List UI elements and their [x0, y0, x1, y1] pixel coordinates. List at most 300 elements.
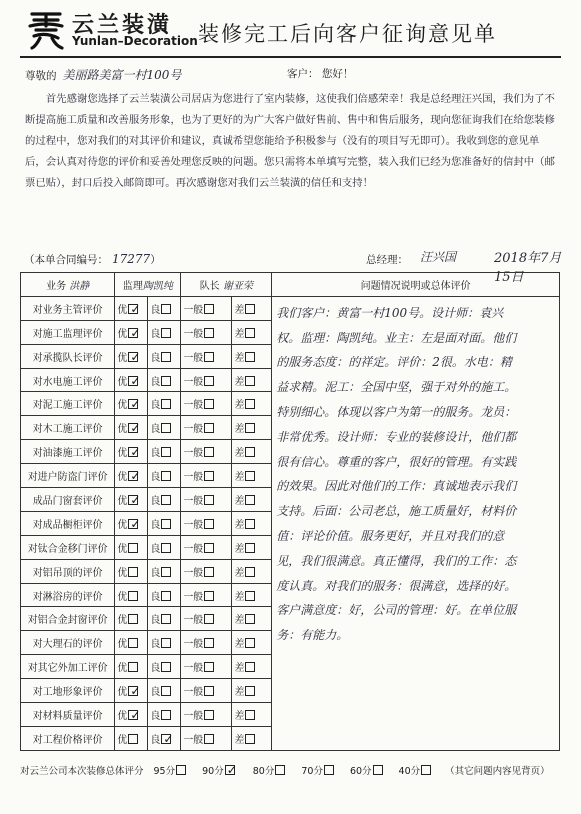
- rating-option-label: 优: [117, 734, 128, 746]
- checkbox-icon[interactable]: [161, 638, 171, 648]
- checkmark-icon: ✓: [130, 445, 141, 460]
- checkmark-icon: ✓: [130, 373, 141, 388]
- rating-option-label: 差: [234, 400, 245, 412]
- rating-option[interactable]: [115, 726, 148, 750]
- checkbox-icon[interactable]: [161, 686, 171, 696]
- rating-option[interactable]: [148, 679, 181, 703]
- rating-option-label: 优: [117, 400, 128, 412]
- rating-option[interactable]: [232, 416, 272, 440]
- checkbox-icon[interactable]: [161, 662, 171, 672]
- score-option[interactable]: [202, 763, 237, 777]
- checkbox-icon[interactable]: [128, 734, 138, 744]
- rating-option-label: 良: [150, 710, 161, 722]
- checkbox-icon[interactable]: [204, 423, 214, 433]
- checkbox-icon[interactable]: [204, 614, 214, 624]
- rating-option[interactable]: [232, 511, 272, 535]
- checkbox-icon[interactable]: [204, 376, 214, 386]
- checkbox-icon[interactable]: [161, 710, 171, 720]
- rating-option-label: 优: [117, 615, 128, 627]
- brand-name-en: Yunlan–Decoration: [72, 34, 198, 48]
- row-label: 对施工监理评价: [21, 320, 115, 344]
- checkbox-icon[interactable]: [245, 686, 255, 696]
- checkbox-icon[interactable]: [204, 710, 214, 720]
- rating-option[interactable]: [115, 535, 148, 559]
- checkbox-icon[interactable]: [128, 662, 138, 672]
- rating-option[interactable]: [115, 511, 148, 535]
- business-header-label: 业务: [46, 280, 67, 292]
- rating-option[interactable]: [232, 344, 272, 368]
- rating-option-label: 一般: [183, 734, 204, 746]
- rating-option[interactable]: [115, 416, 148, 440]
- checkbox-icon[interactable]: [161, 614, 171, 624]
- rating-option[interactable]: [181, 320, 232, 344]
- rating-option-label: 一般: [183, 376, 204, 388]
- rating-option[interactable]: [232, 488, 272, 512]
- rating-option[interactable]: [115, 559, 148, 583]
- total-score-row: [20, 763, 560, 777]
- rating-option-label: 差: [234, 687, 245, 699]
- checkbox-icon[interactable]: [245, 328, 255, 338]
- rating-option[interactable]: [115, 607, 148, 631]
- opinion-header: 问题情况说明或总体评价: [272, 273, 560, 297]
- rating-option-label: 良: [150, 615, 161, 627]
- rating-option-label: 一般: [183, 591, 204, 603]
- checkbox-icon[interactable]: [204, 519, 214, 529]
- rating-option-label: 优: [117, 543, 128, 555]
- score-option[interactable]: [350, 766, 383, 777]
- rating-option[interactable]: [232, 679, 272, 703]
- rating-option[interactable]: [115, 679, 148, 703]
- business-signature: 洪静: [69, 280, 90, 292]
- rating-option-label: 一般: [183, 639, 204, 651]
- rating-option[interactable]: [181, 392, 232, 416]
- checkbox-icon[interactable]: [161, 399, 171, 409]
- checkmark-icon: ✓: [130, 707, 141, 722]
- rating-option-label: 一般: [183, 400, 204, 412]
- checkbox-icon[interactable]: [204, 662, 214, 672]
- opinion-text: 我们客户：黄富一村100号。设计师：袁兴权。监理：陶凯纯。业主：左是面对面。他们的服务态度：的祥定。评价：2很。水电：精益求精。泥工：全国中坚，强于对外的施工。特别细心。体现以客户为第一的服务。龙员：非常优秀。设计师：专业的装修设计，他们都很有信心。尊重的客户，很好的管理。有实践的效果。因此对他们的工作：真诚地表示我们支持。后面：公司老总，施工质量好，材料价值：评论价值。服务更好，并且对我们的意见，我们很满意。真正懂得，我们的工作：态度认真。对我们的服务：很满意，选择的好。客户满意度：好，公司的管理：好。在单位服务：有能力。: [276, 305, 517, 643]
- rating-option[interactable]: [115, 655, 148, 679]
- rating-option[interactable]: [148, 464, 181, 488]
- checkbox-icon[interactable]: [204, 591, 214, 601]
- row-label: 对成品橱柜评价: [21, 511, 115, 535]
- row-label: 对工地形象评价: [21, 679, 115, 703]
- rating-option-label: 良: [150, 448, 161, 460]
- checkbox-icon[interactable]: [128, 567, 138, 577]
- checkmark-icon: ✓: [130, 516, 141, 531]
- rating-option[interactable]: [232, 440, 272, 464]
- manager-label: 总经理：: [366, 254, 408, 266]
- checkbox-icon[interactable]: [245, 710, 255, 720]
- rating-option-label: 差: [234, 352, 245, 364]
- checkbox-icon[interactable]: [373, 765, 383, 775]
- rating-option-label: 良: [150, 734, 161, 746]
- rating-option-label: 差: [234, 376, 245, 388]
- greeting-line: [25, 66, 565, 83]
- rating-option[interactable]: [115, 320, 148, 344]
- checkbox-icon[interactable]: [128, 614, 138, 624]
- rating-option-label: 差: [234, 663, 245, 675]
- rating-option[interactable]: [148, 583, 181, 607]
- rating-option-label: 一般: [183, 448, 204, 460]
- checkbox-icon[interactable]: [245, 376, 255, 386]
- rating-option-label: 良: [150, 567, 161, 579]
- rating-option[interactable]: [232, 392, 272, 416]
- rating-option-label: 优: [117, 639, 128, 651]
- checkbox-icon[interactable]: [275, 765, 285, 775]
- rating-option[interactable]: [148, 703, 181, 727]
- evaluation-row: [21, 296, 560, 320]
- rating-option-label: 差: [234, 734, 245, 746]
- rating-option-label: 优: [117, 376, 128, 388]
- row-label: 对承揽队长评价: [21, 344, 115, 368]
- rating-option-label: 差: [234, 591, 245, 603]
- rating-option[interactable]: [148, 392, 181, 416]
- checkbox-icon[interactable]: [204, 304, 214, 314]
- contract-number: 17277: [112, 252, 151, 266]
- checkbox-icon[interactable]: [204, 328, 214, 338]
- rating-option[interactable]: [181, 703, 232, 727]
- rating-option[interactable]: [148, 511, 181, 535]
- rating-option-label: 良: [150, 663, 161, 675]
- rating-option[interactable]: [181, 607, 232, 631]
- contract-number-group: （本单合同编号： 17277）: [24, 252, 161, 266]
- customer-label-group: [287, 66, 353, 81]
- manager-signature: 汪兴国: [420, 250, 457, 264]
- form-date: 2018年7月15日: [494, 251, 562, 285]
- rating-option[interactable]: [148, 344, 181, 368]
- checkbox-icon[interactable]: [245, 543, 255, 553]
- supervisor-signature: 陶凯纯: [142, 280, 173, 292]
- table-header-row: [21, 273, 560, 297]
- row-label: 对进户防盗门评价: [21, 464, 115, 488]
- checkbox-icon[interactable]: [245, 638, 255, 648]
- rating-option-label: 良: [150, 424, 161, 436]
- score-option[interactable]: [154, 766, 187, 777]
- checkbox-icon[interactable]: [245, 495, 255, 505]
- rating-option-label: 一般: [183, 615, 204, 627]
- row-label: 对淋浴房的评价: [21, 583, 115, 607]
- score-option-label: 90分: [202, 766, 224, 777]
- rating-option-label: 良: [150, 591, 161, 603]
- greeting-prefix: 尊敬的: [25, 70, 57, 82]
- checkmark-icon: ✓: [130, 492, 141, 507]
- rating-option[interactable]: [115, 440, 148, 464]
- rating-option-label: 良: [150, 472, 161, 484]
- checkbox-icon[interactable]: [245, 423, 255, 433]
- row-label: 对油漆施工评价: [21, 440, 115, 464]
- rating-option[interactable]: [148, 607, 181, 631]
- rating-option[interactable]: [148, 296, 181, 320]
- rating-option-label: 差: [234, 472, 245, 484]
- rating-option[interactable]: [181, 726, 232, 750]
- rating-option[interactable]: [181, 511, 232, 535]
- rating-option[interactable]: [148, 559, 181, 583]
- rating-option-label: 差: [234, 639, 245, 651]
- checkbox-icon[interactable]: [204, 352, 214, 362]
- rating-option-label: 优: [117, 472, 128, 484]
- rating-option[interactable]: [148, 368, 181, 392]
- rating-option-label: 一般: [183, 567, 204, 579]
- rating-option-label: 优: [117, 424, 128, 436]
- score-option[interactable]: [253, 766, 286, 777]
- rating-option-label: 良: [150, 400, 161, 412]
- row-label: 对大理石的评价: [21, 631, 115, 655]
- rating-option[interactable]: [181, 488, 232, 512]
- rating-option[interactable]: [148, 535, 181, 559]
- rating-option-label: 一般: [183, 687, 204, 699]
- rating-option[interactable]: [115, 464, 148, 488]
- rating-option[interactable]: [181, 679, 232, 703]
- row-label: 对木工施工评价: [21, 416, 115, 440]
- checkbox-icon[interactable]: [204, 495, 214, 505]
- rating-option[interactable]: [148, 320, 181, 344]
- checkmark-icon: ✓: [130, 684, 141, 699]
- business-header: [21, 273, 115, 297]
- checkbox-icon[interactable]: [161, 447, 171, 457]
- score-option[interactable]: [399, 766, 432, 777]
- rating-option-label: 良: [150, 687, 161, 699]
- rating-option[interactable]: [115, 344, 148, 368]
- rating-option-label: 差: [234, 424, 245, 436]
- rating-option-label: 一般: [183, 304, 204, 316]
- checkmark-icon: ✓: [130, 325, 141, 340]
- intro-paragraph: 首先感谢您选择了云兰装潢公司居店为您进行了室内装修，这使我们倍感荣幸！我是总经理汪兴国，我们为了不断提高施工质量和改善服务形象，也为了更好的为广大客户做好售前、售中和售后服务，现向您征询我们在给您装修的过程中，您对我们的对其评价和建议，真诚希望您能给予积极参与（没有的项目写无即可）。我收到您的意见单后，会认真对待您的评价和妥善处理您反映的问题。您只需将本单填写完整，装入我们已经为您准备好的信封中（邮票已贴），封口后投入邮筒即可。再次感谢您对我们云兰装潢的信任和支持！: [25, 93, 555, 189]
- rating-option[interactable]: [148, 655, 181, 679]
- rating-option[interactable]: [232, 535, 272, 559]
- brand-name-cn: 云兰装潢: [72, 13, 173, 38]
- rating-option-label: 差: [234, 710, 245, 722]
- rating-option[interactable]: [232, 368, 272, 392]
- rating-option-label: 优: [117, 495, 128, 507]
- checkbox-icon[interactable]: [245, 304, 255, 314]
- rating-option[interactable]: [115, 392, 148, 416]
- checkmark-icon: ✓: [163, 731, 174, 746]
- rating-option-label: 一般: [183, 663, 204, 675]
- rating-option-label: 优: [117, 567, 128, 579]
- score-option-label: 40分: [398, 766, 421, 777]
- rating-option[interactable]: [115, 703, 148, 727]
- checkmark-icon: ✓: [226, 763, 237, 777]
- checkbox-icon[interactable]: [161, 352, 171, 362]
- rating-option[interactable]: [148, 726, 181, 750]
- rating-option-label: 差: [234, 328, 245, 340]
- row-label: 对钛合金移门评价: [21, 535, 115, 559]
- rating-option[interactable]: [181, 535, 232, 559]
- rating-option-label: 差: [234, 543, 245, 555]
- row-label: 对材料质量评价: [21, 703, 115, 727]
- rating-option[interactable]: [148, 440, 181, 464]
- rating-option[interactable]: [181, 416, 232, 440]
- rating-option-label: 差: [234, 519, 245, 531]
- rating-option[interactable]: [232, 296, 272, 320]
- row-label: 对水电施工评价: [21, 368, 115, 392]
- rating-option[interactable]: [148, 416, 181, 440]
- checkbox-icon[interactable]: [161, 304, 171, 314]
- rating-option-label: 差: [234, 567, 245, 579]
- checkbox-icon[interactable]: [245, 471, 255, 481]
- checkbox-icon[interactable]: [245, 614, 255, 624]
- checkbox-icon[interactable]: [176, 765, 186, 775]
- row-label: 对其它外加工评价: [21, 655, 115, 679]
- checkbox-icon[interactable]: [204, 543, 214, 553]
- checkbox-icon[interactable]: [128, 638, 138, 648]
- row-label: 对业务主管评价: [21, 296, 115, 320]
- rating-option[interactable]: [181, 631, 232, 655]
- yunlan-logo-icon: [26, 8, 66, 50]
- rating-option[interactable]: [181, 583, 232, 607]
- rating-option-label: 优: [117, 519, 128, 531]
- rating-option-label: 优: [117, 591, 128, 603]
- checkbox-icon[interactable]: [245, 567, 255, 577]
- contract-label: （本单合同编号：: [24, 254, 108, 266]
- checkmark-icon: ✓: [130, 469, 141, 484]
- score-option[interactable]: [301, 766, 334, 777]
- score-option-label: 80分: [252, 766, 275, 777]
- rating-option[interactable]: [115, 583, 148, 607]
- checkbox-icon[interactable]: [161, 591, 171, 601]
- supervisor-header-label: 监理: [122, 280, 143, 292]
- greeting-hello: 您好！: [321, 68, 354, 80]
- checkbox-icon[interactable]: [161, 328, 171, 338]
- rating-option-label: 良: [150, 495, 161, 507]
- checkbox-icon[interactable]: [204, 686, 214, 696]
- rating-option[interactable]: [232, 703, 272, 727]
- checkbox-icon[interactable]: [245, 662, 255, 672]
- header-divider: [20, 56, 561, 58]
- checkbox-icon[interactable]: [421, 765, 431, 775]
- rating-option-label: 差: [234, 304, 245, 316]
- rating-option[interactable]: [181, 559, 232, 583]
- rating-option[interactable]: [148, 631, 181, 655]
- checkbox-icon[interactable]: [161, 495, 171, 505]
- checkbox-icon[interactable]: [128, 543, 138, 553]
- rating-option[interactable]: [232, 631, 272, 655]
- rating-option-label: 优: [117, 448, 128, 460]
- rating-option[interactable]: [232, 464, 272, 488]
- checkbox-icon[interactable]: [128, 591, 138, 601]
- backpage-note: （其它问题内容见背页）: [445, 766, 550, 777]
- rating-option-label: 优: [117, 710, 128, 722]
- rating-option-label: 优: [117, 304, 128, 316]
- score-option-label: 70分: [301, 766, 323, 777]
- rating-option[interactable]: [181, 344, 232, 368]
- rating-option-label: 良: [150, 376, 161, 388]
- rating-option-label: 一般: [183, 328, 204, 340]
- rating-option-label: 良: [150, 639, 161, 651]
- rating-option-label: 优: [117, 663, 128, 675]
- checkbox-icon[interactable]: [204, 734, 214, 744]
- checkbox-icon[interactable]: [161, 423, 171, 433]
- rating-option-label: 差: [234, 495, 245, 507]
- row-label: 对铝吊顶的评价: [21, 559, 115, 583]
- rating-option-label: 优: [117, 328, 128, 340]
- leader-signature: 谢亚荣: [222, 280, 253, 292]
- intro-letter: [25, 89, 557, 194]
- rating-option[interactable]: [181, 655, 232, 679]
- rating-option-label: 一般: [183, 543, 204, 555]
- row-label: 成品门窗套评价: [21, 488, 115, 512]
- rating-option[interactable]: [115, 296, 148, 320]
- checkbox-icon[interactable]: [245, 399, 255, 409]
- rating-option[interactable]: [181, 464, 232, 488]
- meta-line: [24, 250, 564, 285]
- checkmark-icon: ✓: [130, 397, 141, 412]
- rating-option[interactable]: [115, 631, 148, 655]
- evaluation-table: [20, 272, 560, 751]
- leader-header: [181, 273, 272, 297]
- rating-option[interactable]: [232, 726, 272, 750]
- checkbox-icon[interactable]: [161, 519, 171, 529]
- supervisor-header: [115, 273, 181, 297]
- checkbox-icon[interactable]: [245, 447, 255, 457]
- rating-option-label: 差: [234, 615, 245, 627]
- rating-option[interactable]: [232, 559, 272, 583]
- checkbox-icon[interactable]: [161, 471, 171, 481]
- checkbox-icon[interactable]: [161, 567, 171, 577]
- checkbox-icon[interactable]: [204, 567, 214, 577]
- rating-option-label: 良: [150, 543, 161, 555]
- row-label: 对铝合金封窗评价: [21, 607, 115, 631]
- rating-option-label: 良: [150, 352, 161, 364]
- rating-option-label: 优: [117, 687, 128, 699]
- rating-option[interactable]: [232, 583, 272, 607]
- rating-option[interactable]: [232, 655, 272, 679]
- rating-option[interactable]: [148, 488, 181, 512]
- rating-option[interactable]: [115, 368, 148, 392]
- rating-option-label: 差: [234, 448, 245, 460]
- leader-header-label: 队长: [199, 280, 220, 292]
- rating-option-label: 良: [150, 328, 161, 340]
- checkbox-icon[interactable]: [204, 638, 214, 648]
- customer-label: 客户：: [287, 68, 319, 80]
- rating-option-label: 一般: [183, 519, 204, 531]
- checkbox-icon[interactable]: [324, 765, 334, 775]
- rating-option[interactable]: [181, 440, 232, 464]
- checkmark-icon: ✓: [130, 421, 141, 436]
- rating-option[interactable]: [181, 296, 232, 320]
- checkbox-icon[interactable]: [161, 376, 171, 386]
- score-option-label: 95分: [153, 766, 176, 777]
- checkbox-icon[interactable]: [245, 519, 255, 529]
- checkmark-icon: ✓: [130, 301, 141, 316]
- rating-option-label: 一般: [183, 710, 204, 722]
- rating-option[interactable]: [232, 320, 272, 344]
- checkbox-icon[interactable]: [245, 352, 255, 362]
- customer-address: 美丽路美富一村100号: [62, 68, 182, 82]
- rating-option-label: 良: [150, 519, 161, 531]
- score-option-label: 60分: [349, 766, 372, 777]
- rating-option-label: 一般: [183, 472, 204, 484]
- checkbox-icon[interactable]: [204, 447, 214, 457]
- checkmark-icon: ✓: [130, 349, 141, 364]
- checkbox-icon[interactable]: [204, 471, 214, 481]
- checkbox-icon[interactable]: [245, 734, 255, 744]
- document-title: 装修完工后向客户征询意见单: [198, 22, 497, 46]
- rating-option[interactable]: [181, 368, 232, 392]
- checkbox-icon[interactable]: [245, 591, 255, 601]
- rating-option-label: 良: [150, 304, 161, 316]
- rating-option-label: 优: [117, 352, 128, 364]
- checkbox-icon[interactable]: [161, 543, 171, 553]
- rating-option[interactable]: [115, 488, 148, 512]
- page-header: [0, 0, 581, 56]
- opinion-cell[interactable]: [272, 296, 560, 750]
- rating-option[interactable]: [232, 607, 272, 631]
- rating-option-label: 一般: [183, 352, 204, 364]
- row-label: 对泥工施工评价: [21, 392, 115, 416]
- checkbox-icon[interactable]: [204, 399, 214, 409]
